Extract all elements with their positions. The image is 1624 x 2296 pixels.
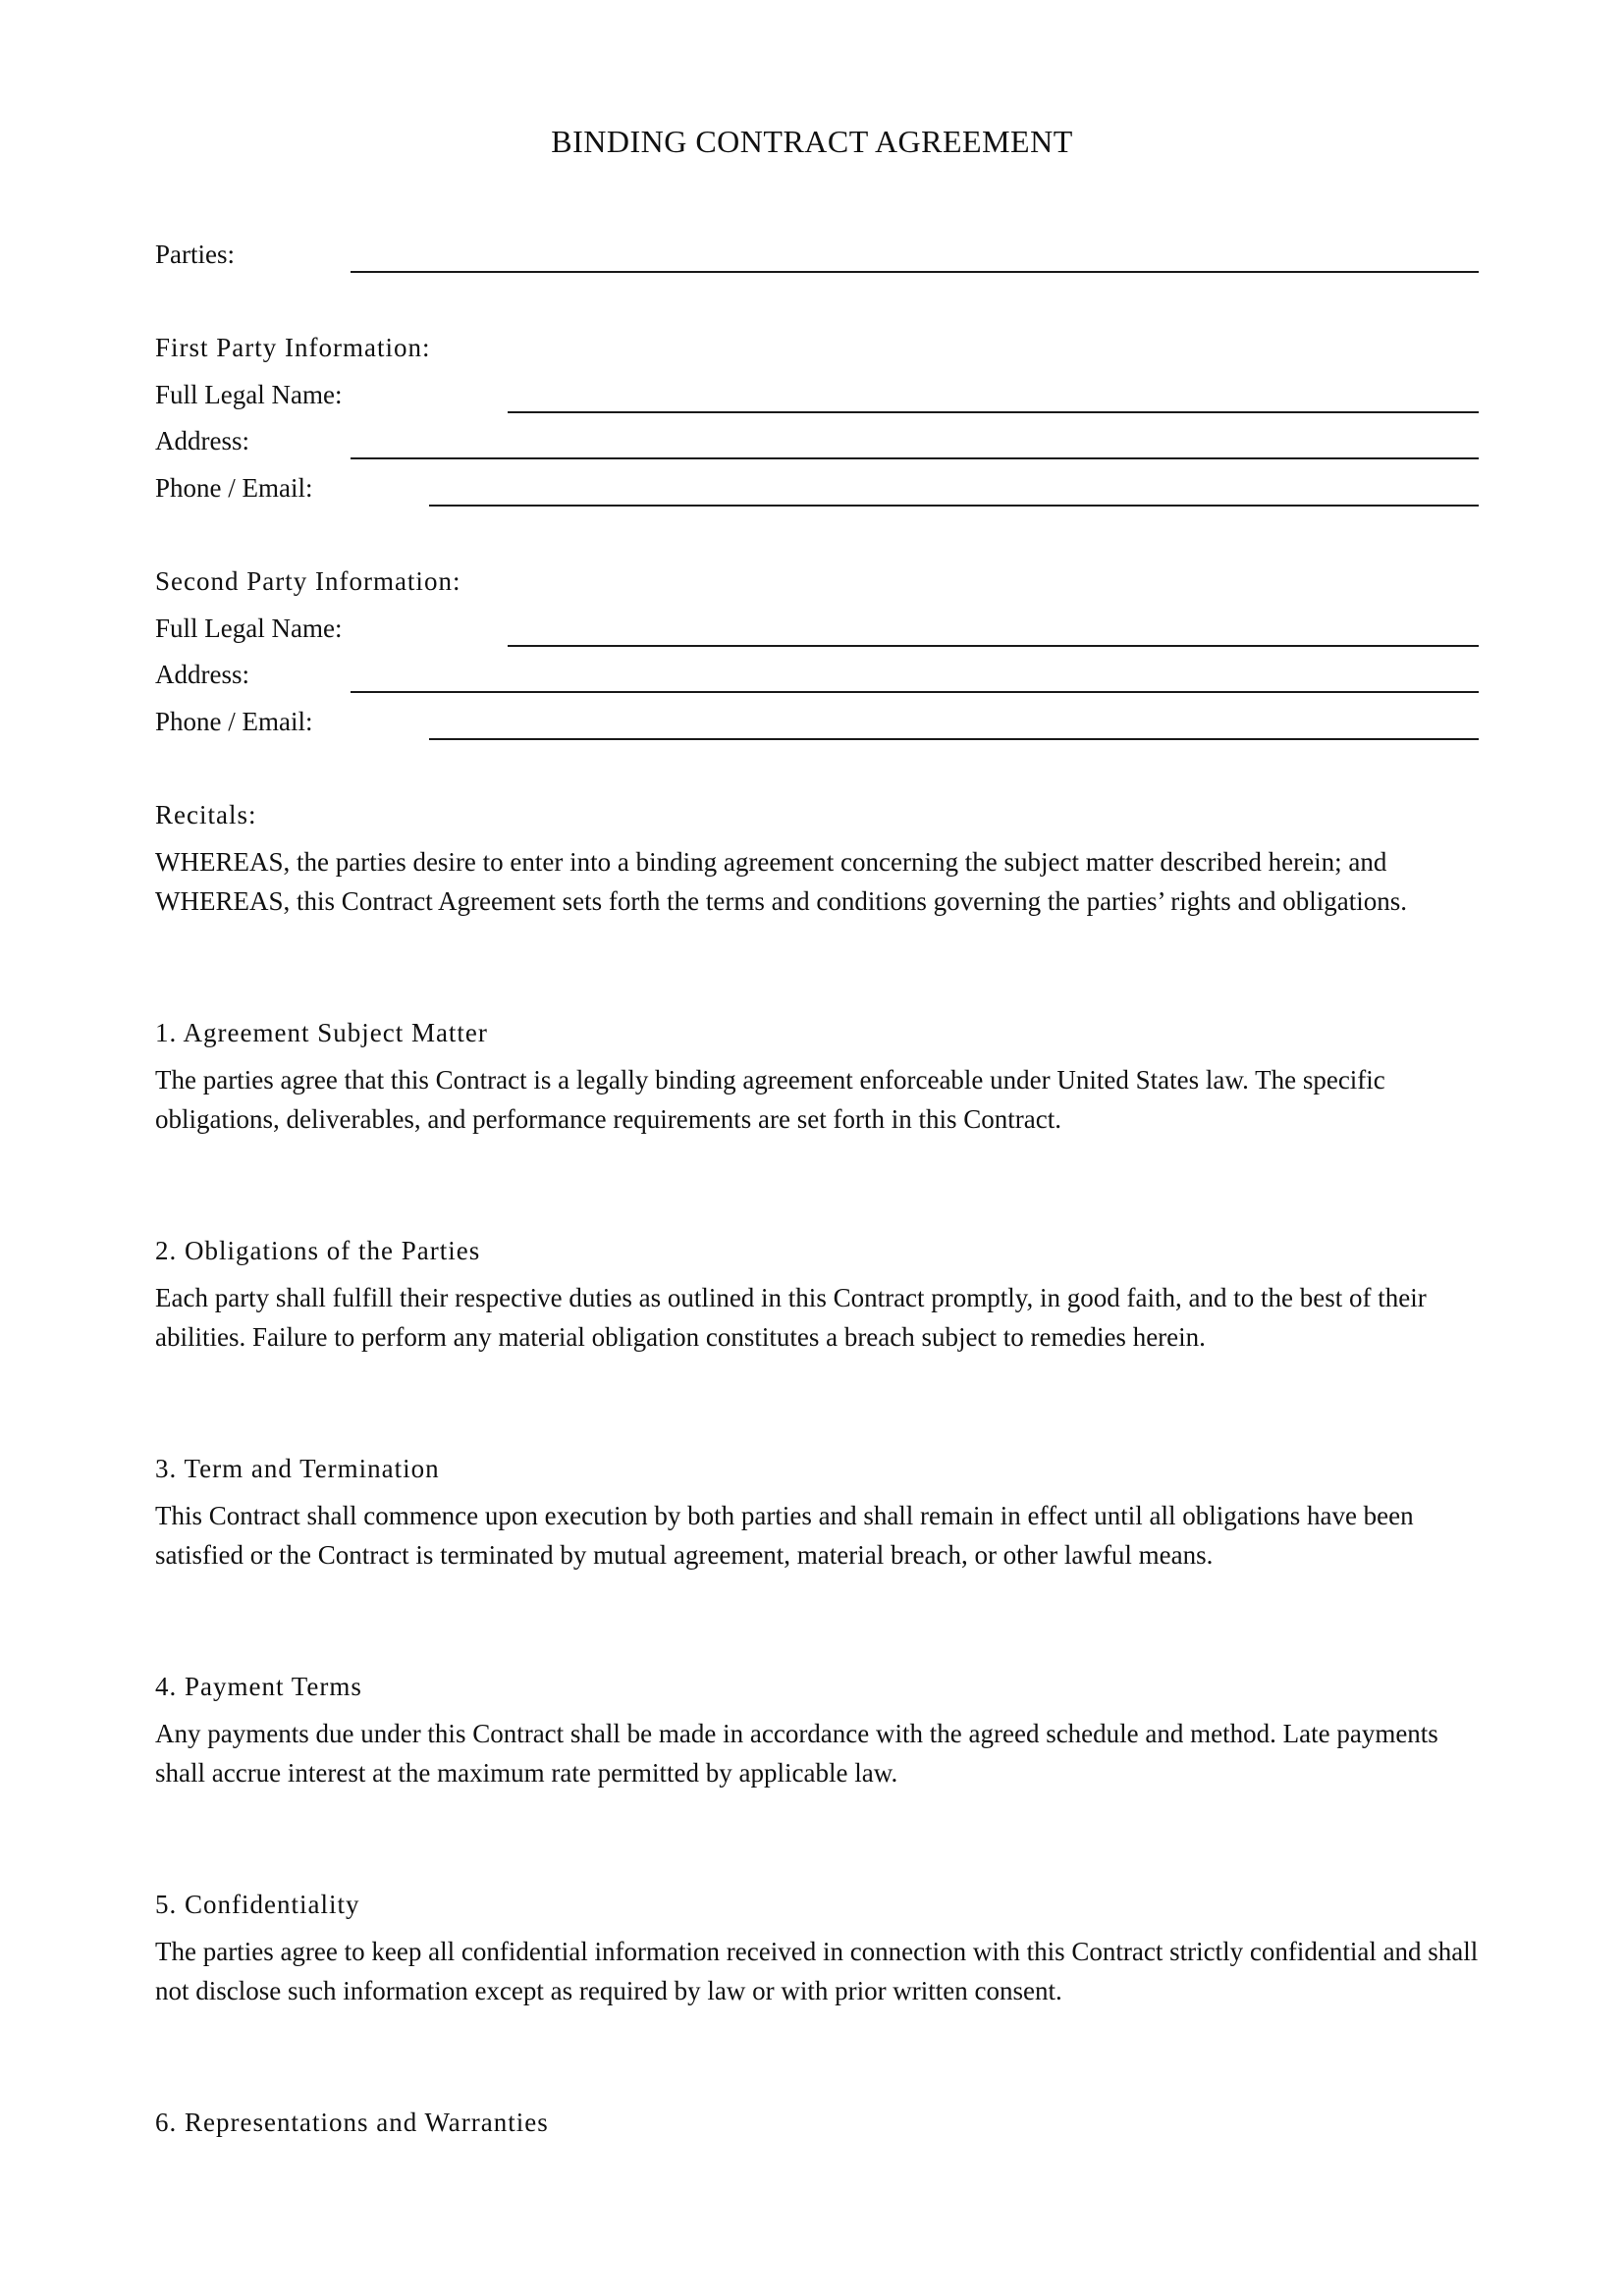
section-1-heading: 1. Agreement Subject Matter [155, 1018, 488, 1047]
second-party-name-line[interactable] [508, 645, 1479, 647]
second-party-address-label: Address: [155, 660, 249, 689]
recitals-line-2: WHEREAS, this Contract Agreement sets forth the terms and conditions governing the parties’ rights and obligations. [155, 886, 1408, 916]
first-party-address-label: Address: [155, 426, 249, 455]
section-3-heading: 3. Term and Termination [155, 1454, 440, 1483]
section-2-body: Each party shall fulfill their respective duties as outlined in this Contract promptly, in good faith, and to the best of their abilities. Failure to perform any material obligation constitutes a breach subject to remedies herein. [155, 1283, 1427, 1352]
second-party-contact-label: Phone / Email: [155, 707, 313, 736]
parties-label: Parties: [155, 240, 235, 269]
first-party-contact-line[interactable] [429, 505, 1479, 507]
section-2-heading: 2. Obligations of the Parties [155, 1236, 481, 1265]
section-3-body: This Contract shall commence upon execution by both parties and shall remain in effect until all obligations have been satisfied or the Contract is terminated by mutual agreement, material breach, or other lawful means. [155, 1501, 1414, 1570]
section-1-body: The parties agree that this Contract is a legally binding agreement enforceable under United States law. The specific obligations, deliverables, and performance requirements are set forth in this Contract. [155, 1065, 1385, 1134]
first-party-contact-label: Phone / Email: [155, 473, 313, 503]
section-4-heading: 4. Payment Terms [155, 1672, 362, 1701]
recitals-heading: Recitals: [155, 800, 257, 829]
second-party-heading: Second Party Information: [155, 566, 461, 596]
section-5-heading: 5. Confidentiality [155, 1890, 360, 1919]
second-party-name-label: Full Legal Name: [155, 614, 343, 643]
section-4-body: Any payments due under this Contract shall be made in accordance with the agreed schedule and method. Late payments shall accrue interest at the maximum rate permitted by applicable law. [155, 1719, 1438, 1788]
first-party-address-line[interactable] [351, 457, 1479, 459]
second-party-address-line[interactable] [351, 691, 1479, 693]
section-6-heading: 6. Representations and Warranties [155, 2108, 549, 2137]
first-party-name-label: Full Legal Name: [155, 380, 343, 409]
second-party-contact-line[interactable] [429, 738, 1479, 740]
recitals-line-1: WHEREAS, the parties desire to enter into a binding agreement concerning the subject matter described herein; and [155, 847, 1387, 877]
section-5-body: The parties agree to keep all confidential information received in connection with this Contract strictly confidential and shall not disclose such information except as required by law or with prior written consent. [155, 1937, 1479, 2005]
recitals-body [155, 842, 1530, 921]
first-party-heading: First Party Information: [155, 333, 431, 362]
parties-input-line[interactable] [351, 271, 1479, 273]
document-title: BINDING CONTRACT AGREEMENT [551, 124, 1073, 159]
first-party-name-line[interactable] [508, 411, 1479, 413]
